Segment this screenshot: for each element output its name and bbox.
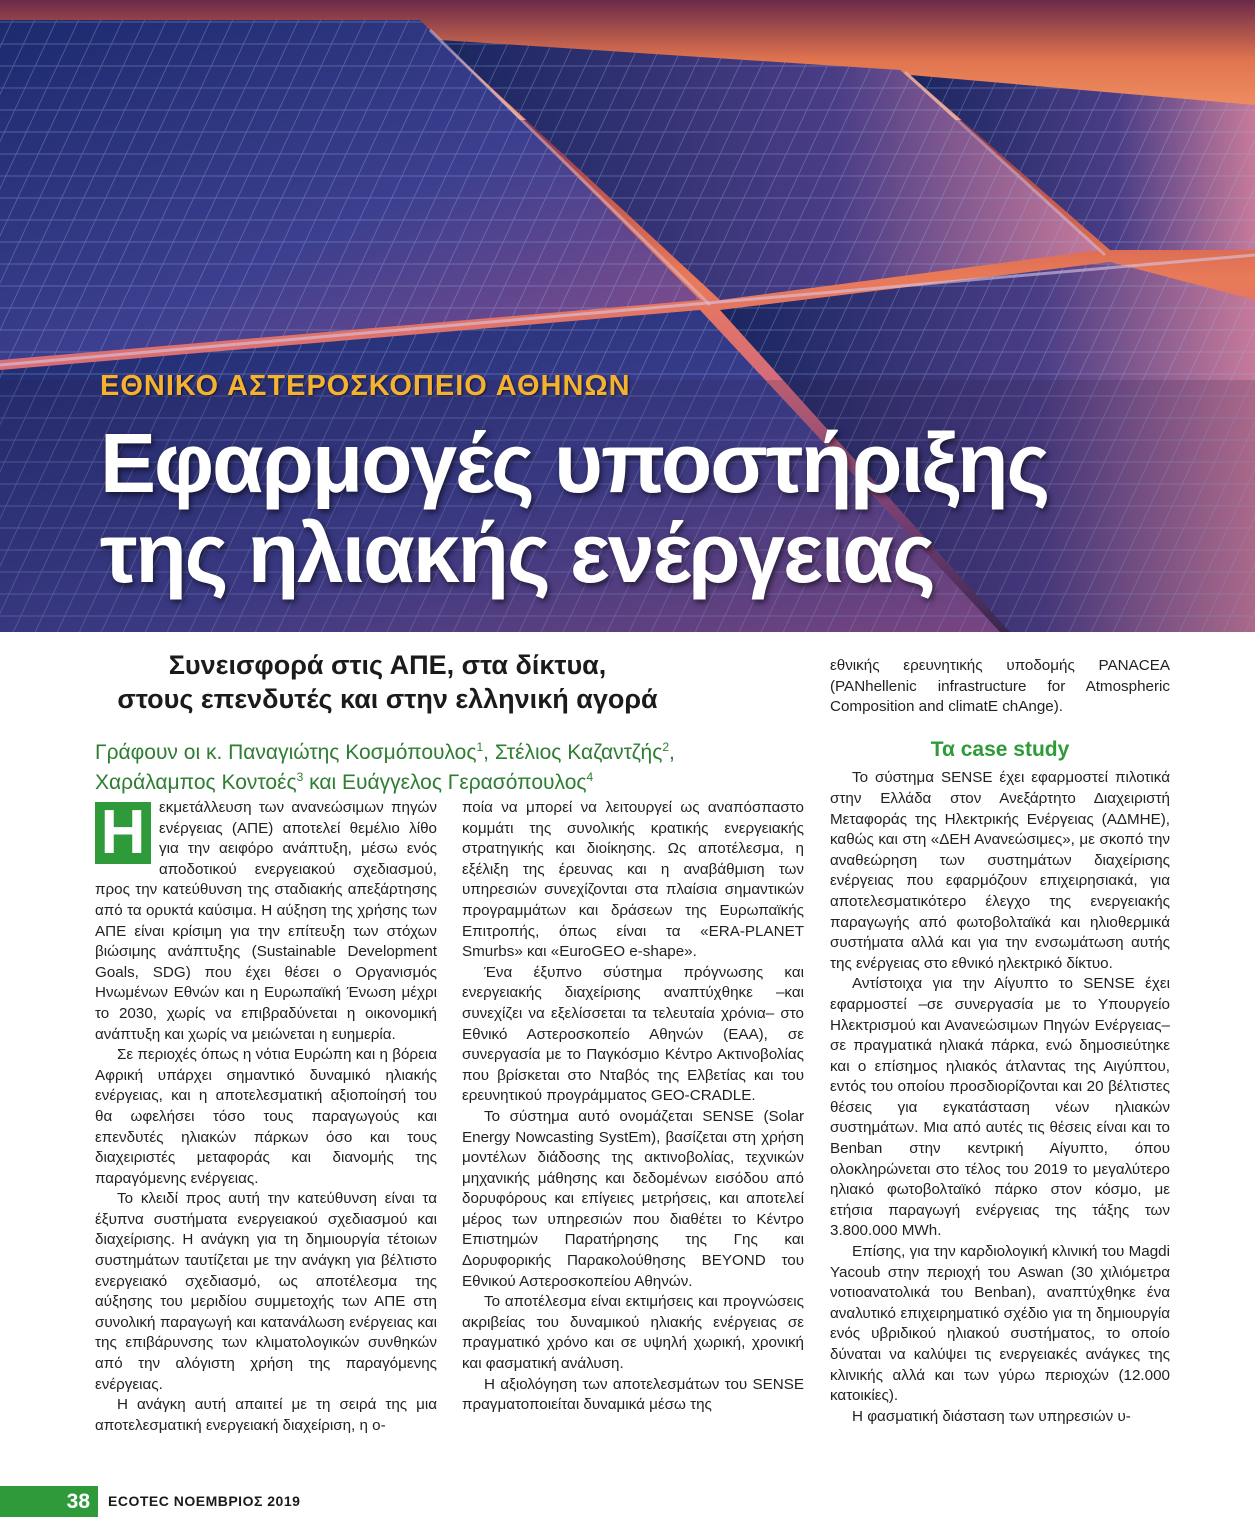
paragraph: Ένα έξυπνο σύστημα πρόγνωσης και ενεργειακής διαχείρισης αναπτύχθηκε –και συνεχίζει να εξελίσσεται τα τελευταία χρόνια– στο Εθνικό Αστεροσκοπείο Αθηνών (ΕΑΑ), σε συνεργασία με το Παγκόσμιο Κέντρο Ακτινοβολίας που βρίσκεται στο Νταβός της Ελβετίας και του ερευνητικού προγράμματος GEO-CRADLE. (462, 963, 804, 1105)
article-column-2 (462, 798, 804, 1416)
author-2-affiliation: 2 (662, 740, 670, 754)
drop-cap: Η (95, 802, 151, 864)
paragraph: εθνικής ερευνητικής υποδομής PANACEA (PANhellenic infrastructure for Atmospheric Composition and climatE chAnge). (830, 657, 1170, 716)
paragraph: Το σύστημα αυτό ονομάζεται SENSE (Solar Energy Nowcasting SystEm), βασίζεται στη χρήση μοντέλων διάδοσης της ακτινοβολίας, τεχνικών μηχανικής μάθησης και δεδομένων εισόδου από δορυφόρους και επίγειες μετρήσεις, και αποτελεί μέρος των υπηρεσιών που διαθέτει το Κέντρο Επιστημών Παρατήρησης της Γης και Δορυφορικής Παρακολούθησης BEYOND του Εθνικού Αστεροσκοπείου Αθηνών. (462, 1107, 804, 1290)
subhead-line-2: στους επενδυτές και στην ελληνική αγορά (117, 684, 658, 714)
paragraph: ποία να μπορεί να λειτουργεί ως αναπόσπαστο κομμάτι της συνολικής κρατικής ενεργειακής στρατηγικής και διοίκησης. Ως αποτέλεσμα, η εξέλιξη της έρευνας και η αναβάθμιση των υπηρεσιών συνεχίζονται στα πλαίσια σημαντικών προγραμμάτων και δράσεων της Ευρωπαϊκής Επιτροπής, όπως είναι τα «ERA-PLANET Smurbs» και «EuroGEO e-shape». (462, 799, 804, 961)
magazine-name: ECOTEC (108, 1493, 170, 1509)
author-1: Γράφουν οι κ. Παναγιώτης Κοσμόπουλος (95, 741, 477, 764)
paragraph-text: εκμετάλλευση των ανανεώσιμων πηγών ενέργειας (ΑΠΕ) αποτελεί θεμέλιο λίθο για την αειφόρο ανάπτυξη, μέσω ενός αποδοτικού ενεργειακού σχεδιασμού, προς την κατεύθυνση της σταδιακής απεξάρτησης από τα ορυκτά καύσιμα. Η αύξηση της χρήσης των ΑΠΕ είναι κρίσιμη για την επίτευξη των στόχων βιώσιμης ανάπτυξης (Sustainable Development Goals, SDG) που έχει θέσει ο Οργανισμός Ηνωμένων Εθνών και η Ευρωπαϊκή Ένωση μέχρι το 2030, χωρίς να επιβραδύνεται η οικονομική ανάπτυξη και χωρίς να μειώνεται η ευημερία. (95, 799, 437, 1043)
paragraph: Η αξιολόγηση των αποτελεσμάτων του SENSE πραγματοποιείται δυναμικά μέσω της (462, 1375, 804, 1414)
paragraph: Αντίστοιχα για την Αίγυπτο το SENSE έχει εφαρμοστεί –σε συνεργασία με το Υπουργείο Ηλεκτρισμού και Ανανεώσιμων Πηγών Ενέργειας– σε πραγματικά ηλιακά πάρκα, ενώ δημοσιεύτηκε και ο επίσημος ηλιακός άτλαντας της Αιγύπτου, εντός του οποίου προσδιορίζονται και 20 βέλτιστες θέσεις για εγκατάσταση νέων ηλιακών συστημάτων. Μια από αυτές τις θέσεις είναι και το Benban στην κεντρική Αίγυπτο, όπου ολοκληρώνεται στο τέλος του 2019 το μεγαλύτερο ηλιακό φωτοβολταϊκό πάρκο στον κόσμο, με ετήσια παραγωγή ενέργειας της τάξης των 3.800.000 MWh. (830, 975, 1170, 1240)
footer-publication (108, 1486, 300, 1517)
paragraph: Το σύστημα SENSE έχει εφαρμοστεί πιλοτικά στην Ελλάδα στον Ανεξάρτητο Διαχειριστή Μεταφοράς της Ηλεκτρικής Ενέργειας (ΑΔΜΗΕ), καθώς και στη «ΔΕΗ Ανανεώσιμες», με σκοπό την αναθεώρηση των συστημάτων διαχείρισης ενέργειας που εφαρμόζουν επιχειρησιακά, για αποτελεσματικότερο έλεγχο της ενεργειακής παραγωγής από φωτοβολταϊκά και ηλιοθερμικά συστήματα αλλά και για την ενσωμάτωση αυτής της ενέργειας στο εθνικό ηλεκτρικό δίκτυο. (830, 769, 1170, 972)
paragraph: Το κλειδί προς αυτή την κατεύθυνση είναι τα έξυπνα συστήματα ενεργειακού σχεδιασμού και διαχείρισης. Η ανάγκη για τη δημιουργία τέτοιων συστημάτων ταυτίζεται με την ανάγκη για βέλτιστο ενεργειακό σχεδιασμό, ως αποτέλεσμα της αύξησης του μεριδίου συμμετοχής των ΑΠΕ στη συνολική παραγωγή και κατανάλωση ενέργειας και της επιβάρυνσης των κλιματολογικών συνθηκών από την αλόγιστη χρήση της παραγόμενης ενέργειας. (95, 1190, 437, 1393)
subhead-line-1: Συνεισφορά στις ΑΠΕ, στα δίκτυα, (168, 650, 607, 680)
author-1-affiliation: 1 (476, 740, 484, 754)
headline-line-2: της ηλιακής ενέργειας (100, 506, 934, 600)
article-column-1 (95, 798, 437, 1436)
paragraph: Σε περιοχές όπως η νότια Ευρώπη και η βόρεια Αφρική υπάρχει σημαντικό δυναμικό ηλιακής ενέργειας, και η αποτελεσματική αξιοποίησή του θα ωφελήσει τόσο τους παραγωγούς και επενδυτές ηλιακών πάρκων όσο και τους διαχειριστές μεταφοράς και διανομής της παραγόμενης ενέργειας. (95, 1046, 437, 1187)
headline-line-1: Εφαρμογές υποστήριξης (100, 416, 1049, 510)
section-kicker: ΕΘΝΙΚΟ ΑΣΤΕΡΟΣΚΟΠΕΙΟ ΑΘΗΝΩΝ (100, 370, 631, 402)
article-column-3 (830, 656, 1170, 1427)
author-2: , Στέλιος Καζαντζής (483, 741, 663, 764)
page-number: 38 (0, 1486, 98, 1517)
paragraph: Η ανάγκη αυτή απαιτεί με τη σειρά της μια αποτελεσματική ενεργειακή διαχείριση, η ο- (95, 1396, 437, 1434)
author-3-affiliation: 3 (296, 770, 304, 784)
paragraph (95, 798, 437, 1045)
author-4-affiliation: 4 (586, 770, 594, 784)
issue-date: ΝΟΕΜΒΡΙΟΣ 2019 (173, 1493, 301, 1509)
paragraph: Το αποτέλεσμα είναι εκτιμήσεις και προγνώσεις ακριβείας του δυναμικού ηλιακής ενέργειας σε πραγματικό χρόνο και σε υψηλή χωρική, χρονική και φασματική ανάλυση. (462, 1293, 804, 1373)
paragraph: Επίσης, για την καρδιολογική κλινική του Magdi Yacoub στην περιοχή του Aswan (30 χιλιόμετρα νοτιοανατολικά του Benban), αναπτύχθηκε ένα αναλυτικό επιχειρηματικό σχέδιο για τη δημιουργία ενός υβριδικού ηλιακού συστήματος, το οποίο δύναται να καλύψει τις ενεργειακές ανάγκες της κλινικής αλλά και των γύρω περιοχών (12.000 κατοικίες). (830, 1243, 1170, 1405)
article-subheading (0, 648, 775, 716)
section-heading-case-study: Τα case study (930, 737, 1070, 761)
page-footer (0, 1486, 1255, 1517)
author-byline (95, 735, 795, 795)
hero-image-solar-panels (0, 0, 1255, 632)
article-headline (100, 418, 1200, 598)
author-4: και Ευάγγελος Γερασόπουλος (303, 771, 587, 794)
paragraph: Η φασματική διάσταση των υπηρεσιών υ- (852, 1407, 1131, 1425)
author-3: , Χαράλαμπος Κοντοές (95, 741, 675, 794)
